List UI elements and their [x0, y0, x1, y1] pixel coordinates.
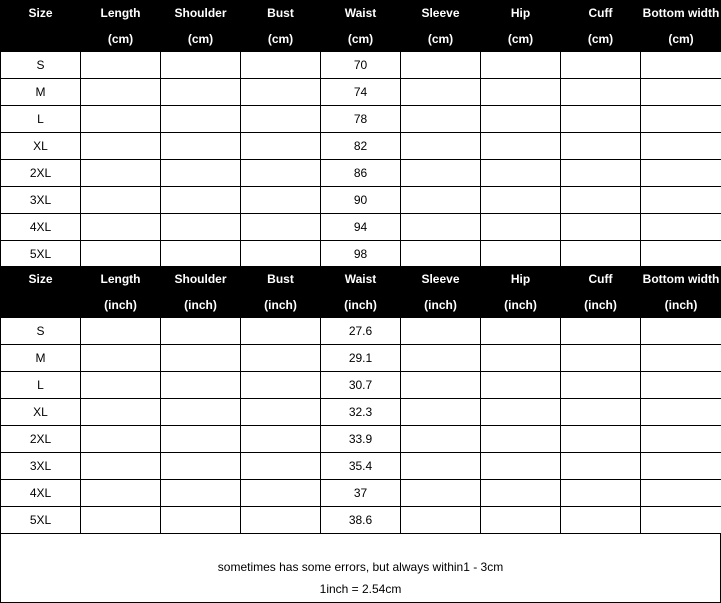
empty-cell	[401, 426, 481, 453]
table-row	[1, 241, 721, 268]
size-label: 2XL	[1, 160, 81, 187]
waist-value: 78	[321, 106, 401, 133]
table-row	[1, 318, 721, 345]
column-header: Shoulder	[161, 1, 241, 26]
column-unit: (cm)	[321, 26, 401, 52]
empty-cell	[481, 372, 561, 399]
empty-cell	[481, 241, 561, 268]
empty-cell	[81, 480, 161, 507]
size-label: 5XL	[1, 507, 81, 534]
column-header: Hip	[481, 1, 561, 26]
empty-cell	[81, 241, 161, 268]
empty-cell	[641, 160, 721, 187]
table-row	[1, 507, 721, 534]
empty-cell	[241, 345, 321, 372]
waist-value: 32.3	[321, 399, 401, 426]
column-header: Bottom width	[641, 267, 721, 292]
column-unit: (inch)	[401, 292, 481, 318]
empty-cell	[641, 507, 721, 534]
empty-cell	[561, 241, 641, 268]
empty-cell	[161, 318, 241, 345]
table-row	[1, 52, 721, 79]
table-row	[1, 372, 721, 399]
size-table-cm	[0, 0, 721, 268]
size-label: 4XL	[1, 480, 81, 507]
empty-cell	[241, 507, 321, 534]
column-header: Length	[81, 1, 161, 26]
empty-cell	[481, 52, 561, 79]
empty-cell	[561, 426, 641, 453]
empty-cell	[481, 187, 561, 214]
size-label: L	[1, 106, 81, 133]
column-unit: (inch)	[641, 292, 721, 318]
empty-cell	[161, 52, 241, 79]
note-error-tolerance: sometimes has some errors, but always within1 - 3cm	[217, 560, 504, 574]
empty-cell	[241, 318, 321, 345]
empty-cell	[401, 318, 481, 345]
empty-cell	[481, 214, 561, 241]
table-row	[1, 345, 721, 372]
table-row	[1, 399, 721, 426]
waist-value: 37	[321, 480, 401, 507]
size-label: M	[1, 345, 81, 372]
empty-cell	[161, 241, 241, 268]
empty-cell	[401, 480, 481, 507]
size-label: S	[1, 52, 81, 79]
column-unit: (inch)	[481, 292, 561, 318]
empty-cell	[81, 453, 161, 480]
empty-cell	[81, 79, 161, 106]
empty-cell	[81, 160, 161, 187]
empty-cell	[161, 345, 241, 372]
empty-cell	[241, 214, 321, 241]
unit-row	[1, 26, 721, 52]
column-header: Bust	[241, 1, 321, 26]
table-row	[1, 480, 721, 507]
empty-cell	[241, 79, 321, 106]
empty-cell	[81, 187, 161, 214]
empty-cell	[161, 133, 241, 160]
empty-cell	[481, 426, 561, 453]
empty-cell	[641, 133, 721, 160]
empty-cell	[561, 79, 641, 106]
column-unit	[1, 292, 81, 318]
empty-cell	[481, 507, 561, 534]
empty-cell	[241, 453, 321, 480]
empty-cell	[481, 133, 561, 160]
empty-cell	[161, 453, 241, 480]
column-header: Sleeve	[401, 267, 481, 292]
empty-cell	[81, 52, 161, 79]
empty-cell	[561, 106, 641, 133]
column-unit: (inch)	[561, 292, 641, 318]
size-label: 5XL	[1, 241, 81, 268]
empty-cell	[81, 214, 161, 241]
empty-cell	[561, 372, 641, 399]
size-table-inch	[0, 266, 721, 534]
empty-cell	[481, 318, 561, 345]
waist-value: 98	[321, 241, 401, 268]
measurement-note	[0, 534, 721, 603]
column-header: Shoulder	[161, 267, 241, 292]
empty-cell	[641, 187, 721, 214]
table-row	[1, 426, 721, 453]
waist-value: 30.7	[321, 372, 401, 399]
waist-value: 94	[321, 214, 401, 241]
empty-cell	[561, 453, 641, 480]
empty-cell	[401, 133, 481, 160]
empty-cell	[241, 399, 321, 426]
empty-cell	[401, 79, 481, 106]
empty-cell	[81, 133, 161, 160]
empty-cell	[161, 187, 241, 214]
size-label: XL	[1, 133, 81, 160]
column-header: Length	[81, 267, 161, 292]
empty-cell	[481, 453, 561, 480]
empty-cell	[641, 480, 721, 507]
empty-cell	[81, 345, 161, 372]
empty-cell	[401, 507, 481, 534]
empty-cell	[401, 241, 481, 268]
empty-cell	[561, 318, 641, 345]
empty-cell	[641, 426, 721, 453]
empty-cell	[161, 426, 241, 453]
waist-value: 29.1	[321, 345, 401, 372]
empty-cell	[641, 214, 721, 241]
empty-cell	[561, 214, 641, 241]
column-unit: (cm)	[481, 26, 561, 52]
empty-cell	[241, 372, 321, 399]
table-row	[1, 79, 721, 106]
empty-cell	[481, 160, 561, 187]
empty-cell	[561, 345, 641, 372]
waist-value: 27.6	[321, 318, 401, 345]
empty-cell	[401, 372, 481, 399]
size-label: 3XL	[1, 187, 81, 214]
empty-cell	[641, 106, 721, 133]
empty-cell	[401, 106, 481, 133]
size-label: 2XL	[1, 426, 81, 453]
table-row	[1, 187, 721, 214]
header-row	[1, 267, 721, 292]
waist-value: 33.9	[321, 426, 401, 453]
empty-cell	[241, 133, 321, 160]
empty-cell	[561, 52, 641, 79]
empty-cell	[81, 106, 161, 133]
empty-cell	[161, 106, 241, 133]
empty-cell	[161, 214, 241, 241]
column-unit: (inch)	[241, 292, 321, 318]
empty-cell	[481, 480, 561, 507]
empty-cell	[561, 399, 641, 426]
empty-cell	[641, 399, 721, 426]
column-header: Sleeve	[401, 1, 481, 26]
waist-value: 35.4	[321, 453, 401, 480]
empty-cell	[641, 372, 721, 399]
empty-cell	[641, 52, 721, 79]
column-header: Waist	[321, 267, 401, 292]
waist-value: 38.6	[321, 507, 401, 534]
column-unit: (cm)	[401, 26, 481, 52]
empty-cell	[561, 507, 641, 534]
size-label: S	[1, 318, 81, 345]
empty-cell	[241, 52, 321, 79]
empty-cell	[81, 426, 161, 453]
empty-cell	[641, 241, 721, 268]
column-header: Cuff	[561, 267, 641, 292]
column-header: Waist	[321, 1, 401, 26]
column-header: Bust	[241, 267, 321, 292]
column-unit: (cm)	[81, 26, 161, 52]
empty-cell	[161, 399, 241, 426]
column-unit: (cm)	[161, 26, 241, 52]
column-unit: (cm)	[561, 26, 641, 52]
empty-cell	[401, 214, 481, 241]
empty-cell	[401, 187, 481, 214]
empty-cell	[241, 426, 321, 453]
empty-cell	[401, 453, 481, 480]
table-row	[1, 133, 721, 160]
empty-cell	[561, 187, 641, 214]
empty-cell	[481, 106, 561, 133]
column-unit: (cm)	[241, 26, 321, 52]
empty-cell	[481, 345, 561, 372]
column-unit: (inch)	[321, 292, 401, 318]
table-row	[1, 453, 721, 480]
empty-cell	[161, 372, 241, 399]
empty-cell	[161, 507, 241, 534]
empty-cell	[641, 79, 721, 106]
empty-cell	[401, 345, 481, 372]
empty-cell	[401, 52, 481, 79]
empty-cell	[241, 187, 321, 214]
empty-cell	[81, 372, 161, 399]
empty-cell	[241, 160, 321, 187]
size-label: XL	[1, 399, 81, 426]
empty-cell	[481, 79, 561, 106]
empty-cell	[161, 79, 241, 106]
size-label: L	[1, 372, 81, 399]
empty-cell	[401, 160, 481, 187]
empty-cell	[241, 241, 321, 268]
empty-cell	[401, 399, 481, 426]
unit-row	[1, 292, 721, 318]
header-row	[1, 1, 721, 26]
empty-cell	[561, 480, 641, 507]
empty-cell	[561, 133, 641, 160]
empty-cell	[81, 318, 161, 345]
column-unit	[1, 26, 81, 52]
waist-value: 90	[321, 187, 401, 214]
column-unit: (inch)	[81, 292, 161, 318]
empty-cell	[161, 480, 241, 507]
empty-cell	[81, 507, 161, 534]
waist-value: 70	[321, 52, 401, 79]
column-header: Cuff	[561, 1, 641, 26]
table-row	[1, 106, 721, 133]
empty-cell	[561, 160, 641, 187]
empty-cell	[241, 480, 321, 507]
empty-cell	[641, 345, 721, 372]
waist-value: 82	[321, 133, 401, 160]
column-header: Hip	[481, 267, 561, 292]
column-unit: (inch)	[161, 292, 241, 318]
size-label: 3XL	[1, 453, 81, 480]
empty-cell	[81, 399, 161, 426]
note-unit-conversion: 1inch = 2.54cm	[319, 582, 402, 596]
column-header: Size	[1, 1, 81, 26]
size-label: 4XL	[1, 214, 81, 241]
size-label: M	[1, 79, 81, 106]
table-row	[1, 214, 721, 241]
empty-cell	[641, 453, 721, 480]
empty-cell	[481, 399, 561, 426]
column-unit: (cm)	[641, 26, 721, 52]
table-row	[1, 160, 721, 187]
empty-cell	[161, 160, 241, 187]
empty-cell	[641, 318, 721, 345]
empty-cell	[241, 106, 321, 133]
waist-value: 86	[321, 160, 401, 187]
column-header: Size	[1, 267, 81, 292]
waist-value: 74	[321, 79, 401, 106]
column-header: Bottom width	[641, 1, 721, 26]
